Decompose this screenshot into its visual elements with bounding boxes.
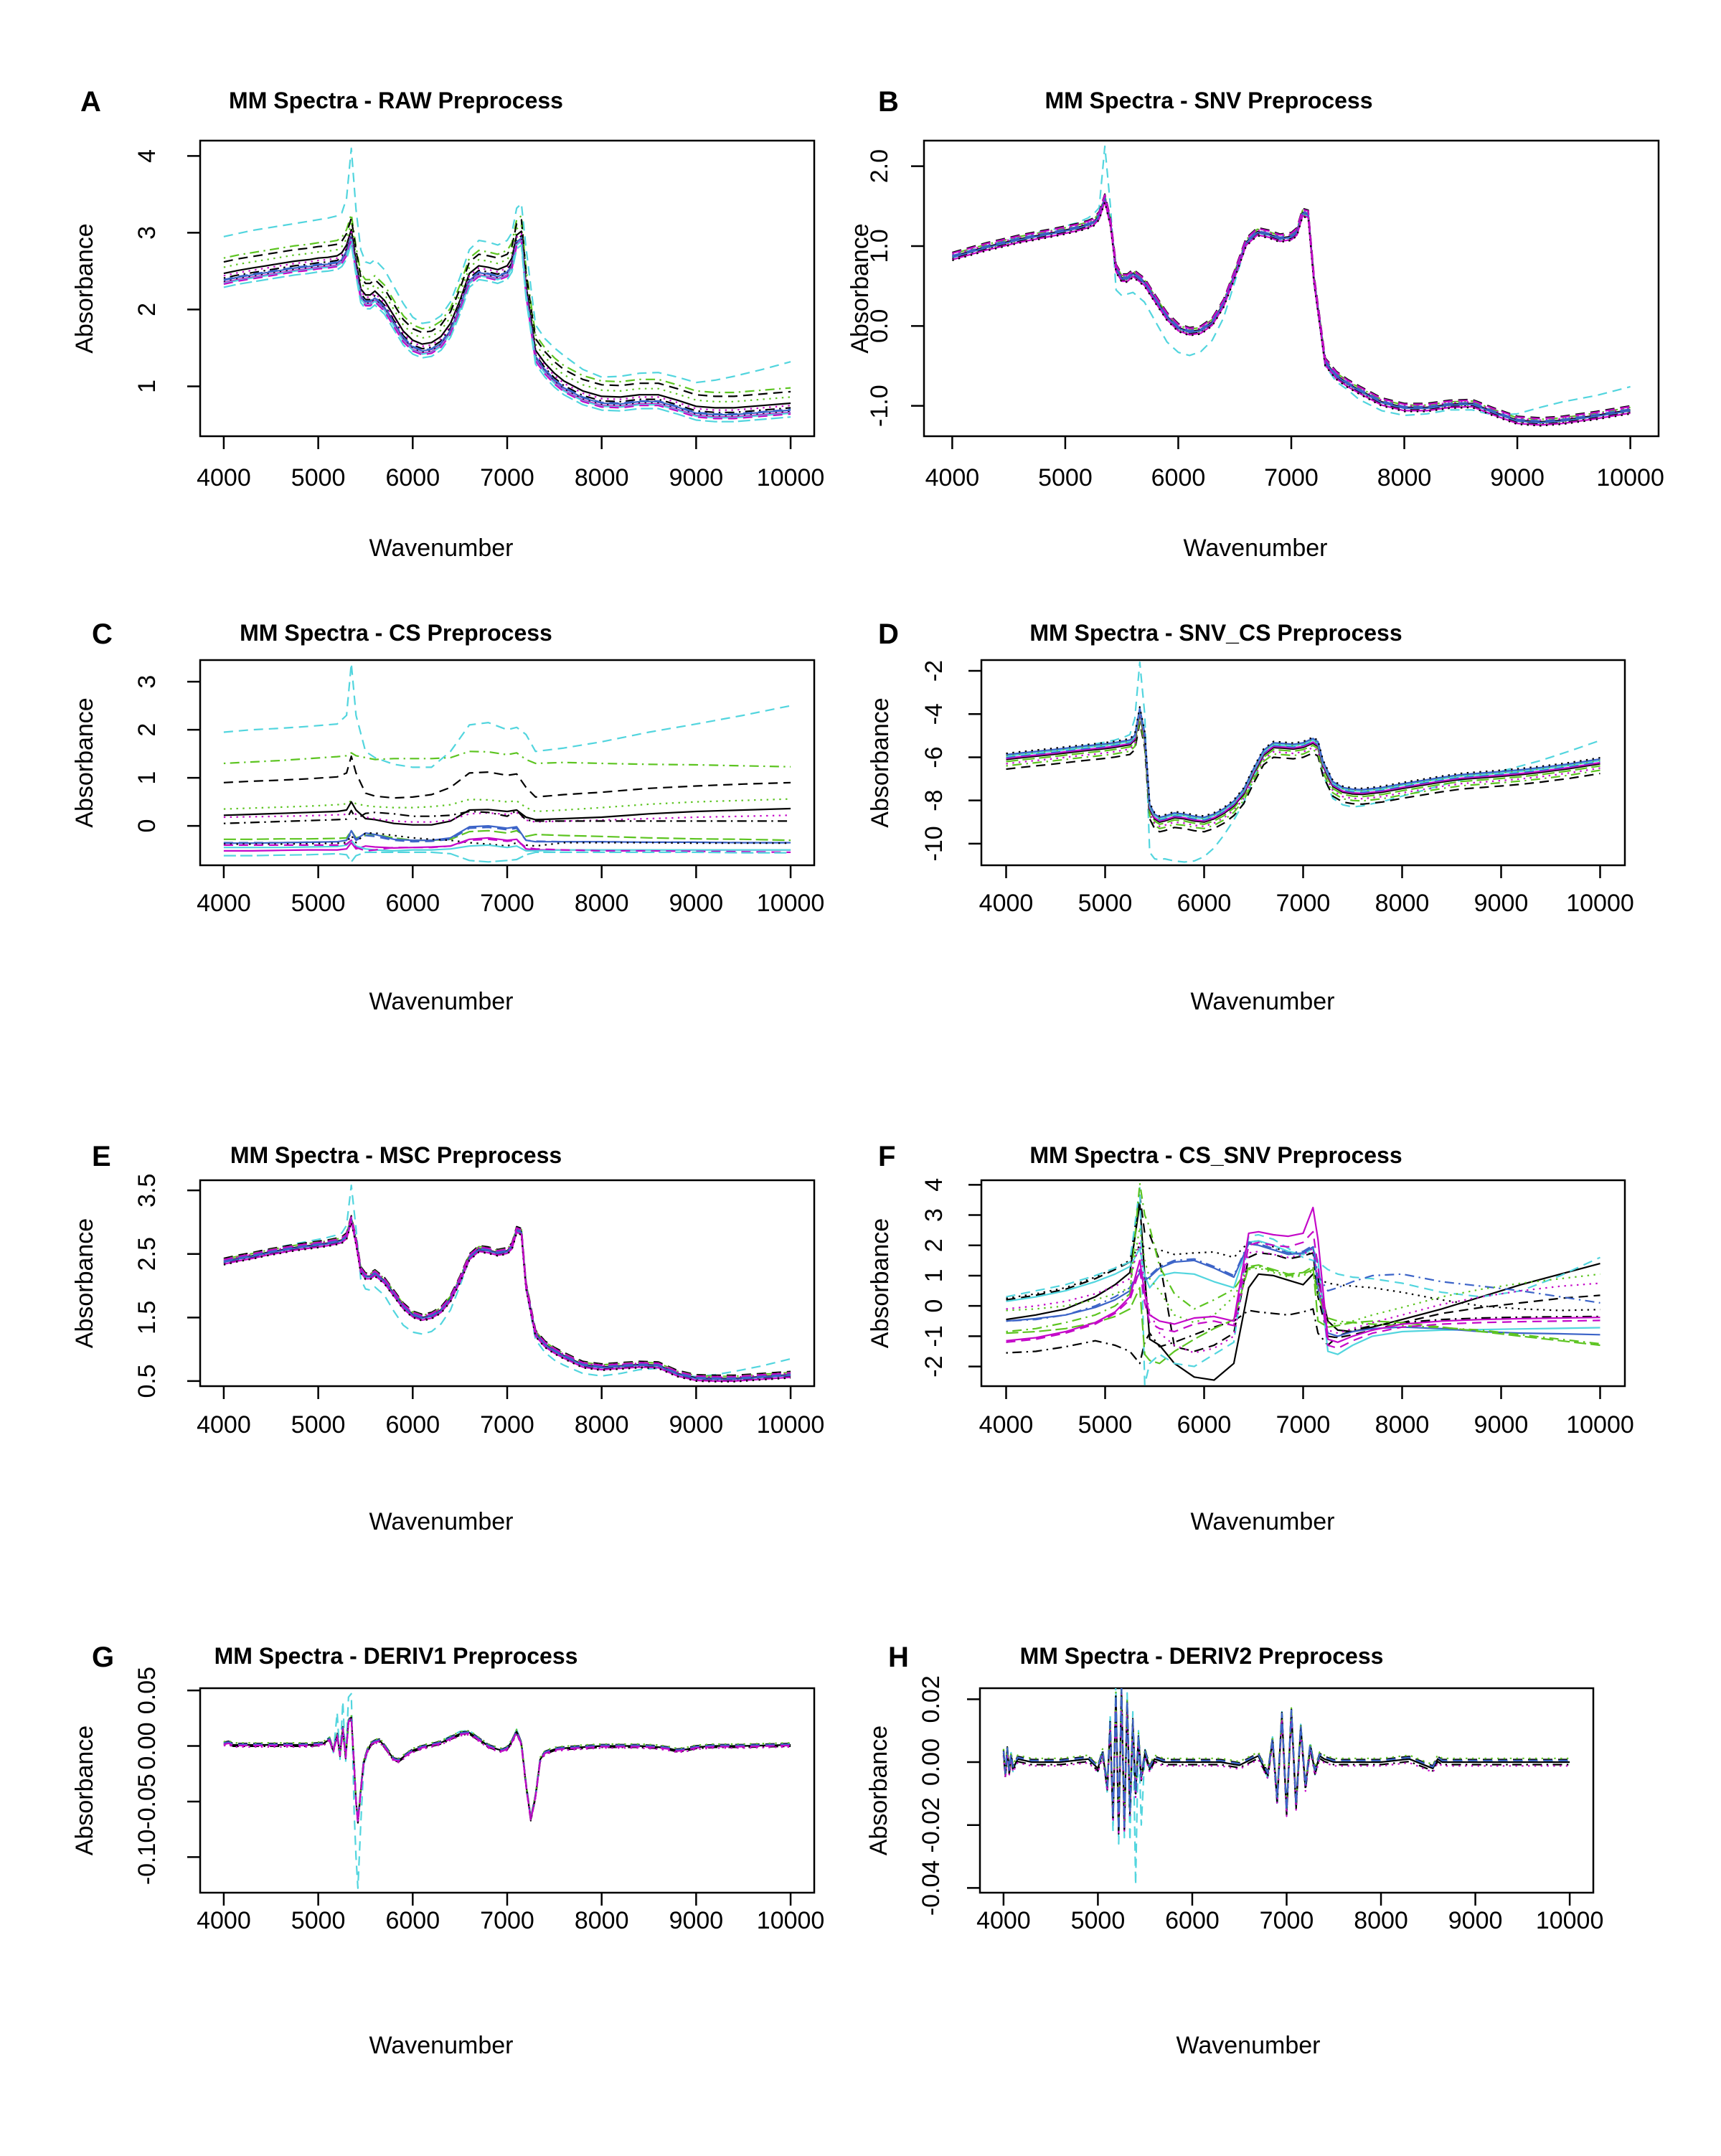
y-tick-label: 3 [133, 674, 161, 689]
plot-area [918, 1675, 1603, 1934]
x-tick-label: 10000 [756, 464, 825, 491]
plot-box [200, 1180, 814, 1386]
spectrum-line [224, 852, 791, 862]
y-tick-label: 1.0 [866, 229, 893, 263]
y-tick-label: -1.0 [866, 385, 893, 427]
chart-title: MM Spectra - CS_SNV Preprocess [1029, 1142, 1402, 1168]
x-tick-label: 9000 [669, 1907, 724, 1934]
panel-letter: E [92, 1141, 111, 1172]
y-tick-label: 1 [133, 379, 161, 393]
chart-title: MM Spectra - MSC Preprocess [230, 1142, 562, 1168]
plot-box [924, 141, 1659, 436]
x-axis-label: Wavenumber [1190, 988, 1335, 1015]
x-tick-label: 9000 [1474, 1411, 1529, 1439]
x-tick-label: 9000 [1490, 464, 1545, 491]
x-axis-label: Wavenumber [1190, 1508, 1335, 1535]
x-tick-label: 4000 [925, 464, 980, 491]
x-tick-label: 10000 [1596, 464, 1664, 491]
x-axis-label: Wavenumber [369, 988, 514, 1015]
x-tick-label: 7000 [1276, 890, 1331, 917]
spectrum-line [224, 1694, 791, 1888]
y-tick-label: -0.05 [133, 1774, 161, 1830]
y-axis-label: Absorbance [867, 1218, 894, 1349]
x-tick-label: 8000 [574, 1411, 629, 1439]
spectrum-line [224, 1715, 791, 1820]
x-tick-label: 9000 [669, 1411, 724, 1439]
x-tick-label: 9000 [669, 890, 724, 917]
x-tick-label: 8000 [574, 1907, 629, 1934]
y-tick-label: -2 [920, 1355, 948, 1378]
spectrum-line [1004, 1680, 1570, 1885]
y-axis-label: Absorbance [71, 223, 98, 354]
spectrum-line [1006, 1183, 1600, 1344]
y-tick-label: 2 [133, 302, 161, 316]
x-tick-label: 4000 [197, 1411, 251, 1439]
panel-d [867, 618, 1634, 1015]
y-tick-label: -1 [920, 1325, 948, 1347]
spectrum-line [224, 838, 791, 851]
y-axis-label: Absorbance [71, 1218, 98, 1349]
spectrum-line [224, 751, 791, 766]
plot-box [980, 1688, 1593, 1893]
spectrum-line [1006, 710, 1600, 819]
spectrum-line [1006, 713, 1600, 822]
x-tick-label: 6000 [1177, 1411, 1232, 1439]
x-tick-label: 4000 [197, 890, 251, 917]
x-tick-label: 6000 [1151, 464, 1206, 491]
spectrum-line [224, 218, 791, 396]
chart-title: MM Spectra - RAW Preprocess [229, 88, 563, 113]
y-tick-label: 0.05 [133, 1667, 161, 1715]
y-tick-label: -0.02 [918, 1797, 945, 1853]
y-tick-label: 0.00 [918, 1738, 945, 1787]
x-tick-label: 5000 [291, 1907, 346, 1934]
x-tick-label: 7000 [1276, 1411, 1331, 1439]
spectrum-line [224, 1718, 791, 1822]
x-tick-label: 8000 [1375, 1411, 1430, 1439]
plot-area [920, 1178, 1634, 1439]
panel-c [71, 618, 824, 1015]
spectrum-line [224, 1185, 791, 1377]
x-tick-label: 4000 [979, 890, 1034, 917]
x-axis-label: Wavenumber [369, 1508, 514, 1535]
x-tick-label: 6000 [385, 890, 440, 917]
y-tick-label: 2.0 [866, 149, 893, 184]
plot-box [200, 141, 814, 436]
x-tick-label: 7000 [480, 1411, 534, 1439]
spectrum-line [224, 1216, 791, 1375]
x-tick-label: 5000 [291, 890, 346, 917]
y-tick-label: -10 [920, 826, 948, 862]
y-axis-label: Absorbance [71, 1725, 98, 1856]
y-tick-label: 1 [920, 1268, 948, 1283]
plot-box [200, 660, 814, 865]
y-axis-label: Absorbance [865, 1725, 892, 1856]
panel-g [71, 1642, 824, 2059]
y-tick-label: -0.04 [918, 1860, 945, 1916]
spectrum-line [224, 1220, 791, 1380]
spectrum-line [224, 1715, 791, 1820]
x-tick-label: 9000 [1474, 890, 1529, 917]
spectrum-line [224, 237, 791, 415]
y-tick-label: 1.5 [133, 1300, 161, 1334]
spectrum-line [1004, 1693, 1570, 1834]
spectrum-line [224, 1218, 791, 1378]
y-tick-label: 0 [920, 1299, 948, 1313]
panel-letter: C [92, 618, 113, 650]
plot-area [920, 660, 1634, 917]
spectrum-line [1006, 709, 1600, 818]
x-tick-label: 6000 [1165, 1907, 1220, 1934]
spectrum-line [952, 194, 1630, 418]
y-tick-label: 3.5 [133, 1173, 161, 1208]
spectrum-line [1006, 711, 1600, 820]
spectrum-line [224, 1219, 791, 1378]
plot-box [200, 1688, 814, 1893]
y-tick-label: 2 [133, 722, 161, 737]
x-tick-label: 9000 [1448, 1907, 1503, 1934]
y-tick-label: 2.5 [133, 1237, 161, 1271]
plot-area [866, 141, 1664, 491]
spectrum-line [224, 224, 791, 402]
panel-a [71, 86, 824, 562]
x-tick-label: 5000 [1038, 464, 1093, 491]
x-axis-label: Wavenumber [369, 535, 514, 562]
x-tick-label: 4000 [197, 464, 251, 491]
x-axis-label: Wavenumber [1183, 535, 1328, 562]
panel-letter: G [92, 1642, 115, 1673]
chart-title: MM Spectra - SNV_CS Preprocess [1029, 620, 1402, 646]
x-tick-label: 6000 [385, 464, 440, 491]
x-tick-label: 9000 [669, 464, 724, 491]
x-tick-label: 5000 [1070, 1907, 1126, 1934]
x-tick-label: 5000 [291, 1411, 346, 1439]
spectrum-line [952, 197, 1630, 421]
plot-area [133, 1667, 824, 1934]
x-tick-label: 8000 [574, 464, 629, 491]
x-tick-label: 10000 [756, 1411, 825, 1439]
spectrum-line [224, 831, 791, 840]
y-tick-label: -2 [920, 659, 948, 682]
spectrum-line [224, 237, 791, 415]
spectrum-line [224, 799, 791, 811]
spectrum-line [224, 756, 791, 798]
chart-title: MM Spectra - SNV Preprocess [1045, 88, 1373, 113]
y-tick-label: -8 [920, 789, 948, 811]
y-tick-label: 1 [133, 771, 161, 785]
x-axis-label: Wavenumber [1176, 2032, 1321, 2059]
spectrum-line [952, 146, 1630, 415]
y-axis-label: Absorbance [867, 697, 894, 828]
x-tick-label: 10000 [1566, 890, 1634, 917]
panel-f [867, 1141, 1634, 1535]
spectrum-line [1006, 1203, 1600, 1380]
spectrum-line [224, 235, 791, 413]
y-tick-label: 0.02 [918, 1675, 945, 1723]
x-tick-label: 7000 [480, 890, 534, 917]
spectrum-line [224, 1221, 791, 1380]
x-tick-label: 4000 [197, 1907, 251, 1934]
x-tick-label: 10000 [1566, 1411, 1634, 1439]
panel-letter: D [878, 618, 899, 650]
x-tick-label: 10000 [756, 890, 825, 917]
y-tick-label: -6 [920, 746, 948, 768]
spectrum-line [224, 664, 791, 768]
spectrum-line [1006, 711, 1600, 820]
spectrum-line [224, 230, 791, 408]
y-tick-label: 4 [133, 149, 161, 163]
x-tick-label: 6000 [385, 1411, 440, 1439]
chart-title: MM Spectra - DERIV2 Preprocess [1019, 1643, 1384, 1669]
plot-area [133, 660, 824, 917]
spectrum-line [224, 1718, 791, 1823]
spectrum-line [1006, 1188, 1600, 1385]
panel-letter: B [878, 86, 899, 118]
spectrum-line [224, 1220, 791, 1379]
spectrum-line [224, 1220, 791, 1379]
spectrum-line [224, 1716, 791, 1821]
x-tick-label: 8000 [1375, 890, 1430, 917]
spectrum-line [1006, 708, 1600, 817]
x-tick-label: 4000 [976, 1907, 1031, 1934]
panel-letter: H [888, 1642, 909, 1673]
y-tick-label: 4 [920, 1177, 948, 1192]
spectrum-line [1006, 712, 1600, 821]
panel-e [71, 1141, 824, 1535]
y-tick-label: 3 [920, 1208, 948, 1222]
spectrum-line [224, 236, 791, 414]
x-tick-label: 4000 [979, 1411, 1034, 1439]
x-tick-label: 5000 [1078, 1411, 1133, 1439]
x-tick-label: 6000 [1177, 890, 1232, 917]
x-tick-label: 8000 [1354, 1907, 1408, 1934]
x-tick-label: 7000 [480, 464, 534, 491]
y-tick-label: 0 [133, 819, 161, 833]
chart-title: MM Spectra - DERIV1 Preprocess [214, 1643, 578, 1669]
plot-box [981, 660, 1625, 865]
spectrum-line [224, 1218, 791, 1377]
x-tick-label: 7000 [1264, 464, 1319, 491]
panel-letter: A [80, 86, 101, 118]
y-tick-label: 0.0 [866, 309, 893, 343]
y-tick-label: -4 [920, 703, 948, 725]
y-tick-label: 0.5 [133, 1364, 161, 1398]
chart-title: MM Spectra - CS Preprocess [240, 620, 552, 646]
x-tick-label: 5000 [1078, 890, 1133, 917]
y-axis-label: Absorbance [847, 223, 874, 354]
plot-area [133, 1174, 824, 1439]
spectrum-line [224, 1217, 791, 1376]
spectrum-line [1006, 1309, 1600, 1363]
x-tick-label: 10000 [1535, 1907, 1604, 1934]
y-tick-label: -0.10 [133, 1829, 161, 1886]
x-tick-label: 8000 [574, 890, 629, 917]
y-tick-label: 2 [920, 1238, 948, 1253]
x-tick-label: 8000 [1377, 464, 1432, 491]
x-tick-label: 10000 [756, 1907, 825, 1934]
spectrum-line [1006, 662, 1600, 862]
plot-area [133, 141, 824, 491]
panel-letter: F [878, 1141, 896, 1172]
y-tick-label: 0.00 [133, 1722, 161, 1770]
panel-h [865, 1642, 1603, 2059]
y-axis-label: Absorbance [71, 697, 98, 828]
x-tick-label: 6000 [385, 1907, 440, 1934]
spectrum-line [224, 1719, 791, 1824]
x-tick-label: 7000 [1259, 1907, 1314, 1934]
y-tick-label: 3 [133, 225, 161, 240]
x-axis-label: Wavenumber [369, 2032, 514, 2059]
x-tick-label: 5000 [291, 464, 346, 491]
spectrum-line [224, 1217, 791, 1376]
panel-b [847, 86, 1664, 562]
x-tick-label: 7000 [480, 1907, 534, 1934]
spectrum-line [224, 1717, 791, 1822]
spectrum-line [1006, 707, 1600, 816]
